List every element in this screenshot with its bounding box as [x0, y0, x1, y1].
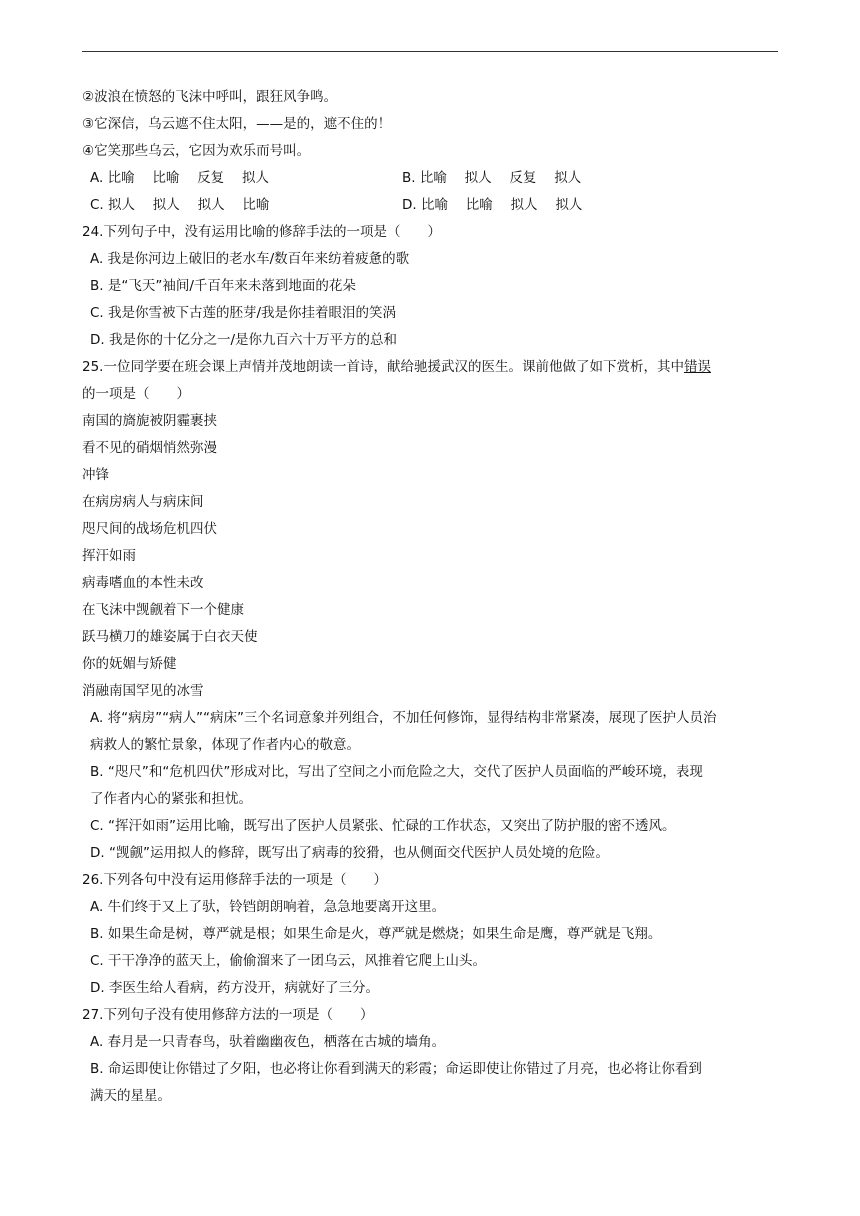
q24-option-d[interactable]: D. 我是你的十亿分之一/是你九百六十万平方的总和	[90, 332, 398, 348]
poem-line: 你的妩媚与矫健	[82, 656, 177, 672]
poem-line: 在病房病人与病床间	[82, 494, 204, 510]
q26-option-b[interactable]: B. 如果生命是树，尊严就是根；如果生命是火，尊严就是燃烧；如果生命是鹰，尊严就是飞翔。	[90, 926, 662, 942]
q25-stem-line-1	[82, 354, 782, 381]
q23-item-2: ②波浪在愤怒的飞沫中呼叫，跟狂风争鸣。	[82, 89, 338, 105]
question-24	[82, 219, 782, 354]
q26-option-a[interactable]: A. 牛们终于又上了驮，铃铛朗朗响着，急急地要离开这里。	[90, 899, 446, 915]
document-body	[82, 84, 782, 1110]
q26-stem: 26.下列各句中没有运用修辞手法的一项是（ ）	[82, 872, 387, 888]
header-rule	[82, 51, 778, 52]
poem-line: 冲锋	[82, 467, 109, 483]
q24-option-a[interactable]: A. 我是你河边上破旧的老水车/数百年来纺着疲惫的歌	[90, 251, 410, 267]
poem-line: 咫尺间的战场危机四伏	[82, 521, 217, 537]
poem-line: 消融南国罕见的冰雪	[82, 683, 204, 699]
q23-options-row-2	[82, 192, 782, 219]
q25-stem-before: 25.一位同学要在班会课上声情并茂地朗读一首诗，献给驰援武汉的医生。课前他做了如下赏析，其中	[82, 359, 684, 375]
q25-stem-line-2: 的一项是（ ）	[82, 386, 190, 402]
q23-option-d[interactable]: D. 比喻 比喻 拟人 拟人	[402, 197, 583, 213]
q27-option-b-line-1: B. 命运即使让你错过了夕阳，也必将让你看到满天的彩霞；命运即使让你错过了月亮，也必将让你看到	[90, 1061, 702, 1077]
q23-option-b[interactable]: B. 比喻 拟人 反复 拟人	[402, 170, 582, 186]
poem-line: 南国的旖旎被阴霾裹挟	[82, 413, 217, 429]
q25-option-b[interactable]	[82, 759, 782, 813]
q25-option-c[interactable]: C. “挥汗如雨”运用比喻，既写出了医护人员紧张、忙碌的工作状态，又突出了防护服的密不透风。	[90, 818, 676, 834]
question-27	[82, 1002, 782, 1110]
q23-item-4: ④它笑那些乌云，它因为欢乐而号叫。	[82, 143, 311, 159]
q27-option-a[interactable]: A. 春月是一只青春鸟，驮着幽幽夜色，栖落在古城的墙角。	[90, 1034, 446, 1050]
q25-stem-underlined: 错误	[683, 359, 711, 375]
q23-item-3: ③它深信，乌云遮不住太阳，——是的，遮不住的！	[82, 116, 392, 132]
poem-line: 挥汗如雨	[82, 548, 136, 564]
poem-line: 在飞沫中觊觎着下一个健康	[82, 602, 244, 618]
q23-options-row-1	[82, 165, 782, 192]
q24-option-b[interactable]: B. 是“飞天”袖间/千百年来未落到地面的花朵	[90, 278, 356, 294]
q26-option-d[interactable]: D. 李医生给人看病，药方没开，病就好了三分。	[90, 980, 379, 996]
q24-option-c[interactable]: C. 我是你雪被下古莲的胚芽/我是你挂着眼泪的笑涡	[90, 305, 397, 321]
q25-option-b-line-2: 了作者内心的紧张和担忧。	[90, 791, 252, 807]
q25-option-a-line-2: 病救人的繁忙景象，体现了作者内心的敬意。	[90, 737, 360, 753]
poem-line: 跃马横刀的雄姿属于白衣天使	[82, 629, 258, 645]
poem-line: 病毒嗜血的本性未改	[82, 575, 204, 591]
q27-stem: 27.下列句子没有使用修辞方法的一项是（ ）	[82, 1007, 374, 1023]
question-26	[82, 867, 782, 1002]
q23-option-a[interactable]: A. 比喻 比喻 反复 拟人	[90, 170, 269, 186]
q24-stem: 24.下列句子中，没有运用比喻的修辞手法的一项是（ ）	[82, 224, 441, 240]
question-25	[82, 354, 782, 867]
poem-line: 看不见的硝烟悄然弥漫	[82, 440, 217, 456]
q25-option-b-line-1: B. “咫尺”和“危机四伏”形成对比，写出了空间之小而危险之大，交代了医护人员面临的严峻环境，表现	[90, 764, 703, 780]
q27-option-b-line-2: 满天的星星。	[90, 1088, 171, 1104]
q26-option-c[interactable]: C. 干干净净的蓝天上，偷偷溜来了一团乌云，风推着它爬上山头。	[90, 953, 487, 969]
q23-option-c[interactable]: C. 拟人 拟人 拟人 比喻	[90, 197, 270, 213]
question-23	[82, 84, 782, 219]
q25-option-a[interactable]	[82, 705, 782, 759]
q27-option-b[interactable]	[82, 1056, 782, 1110]
q25-option-d[interactable]: D. “觊觎”运用拟人的修辞，既写出了病毒的狡猾，也从侧面交代医护人员处境的危险。	[90, 845, 609, 861]
q25-option-a-line-1: A. 将“病房”“病人”“病床”三个名词意象并列组合，不加任何修饰，显得结构非常紧凑，展现了医护人员治	[90, 710, 717, 726]
